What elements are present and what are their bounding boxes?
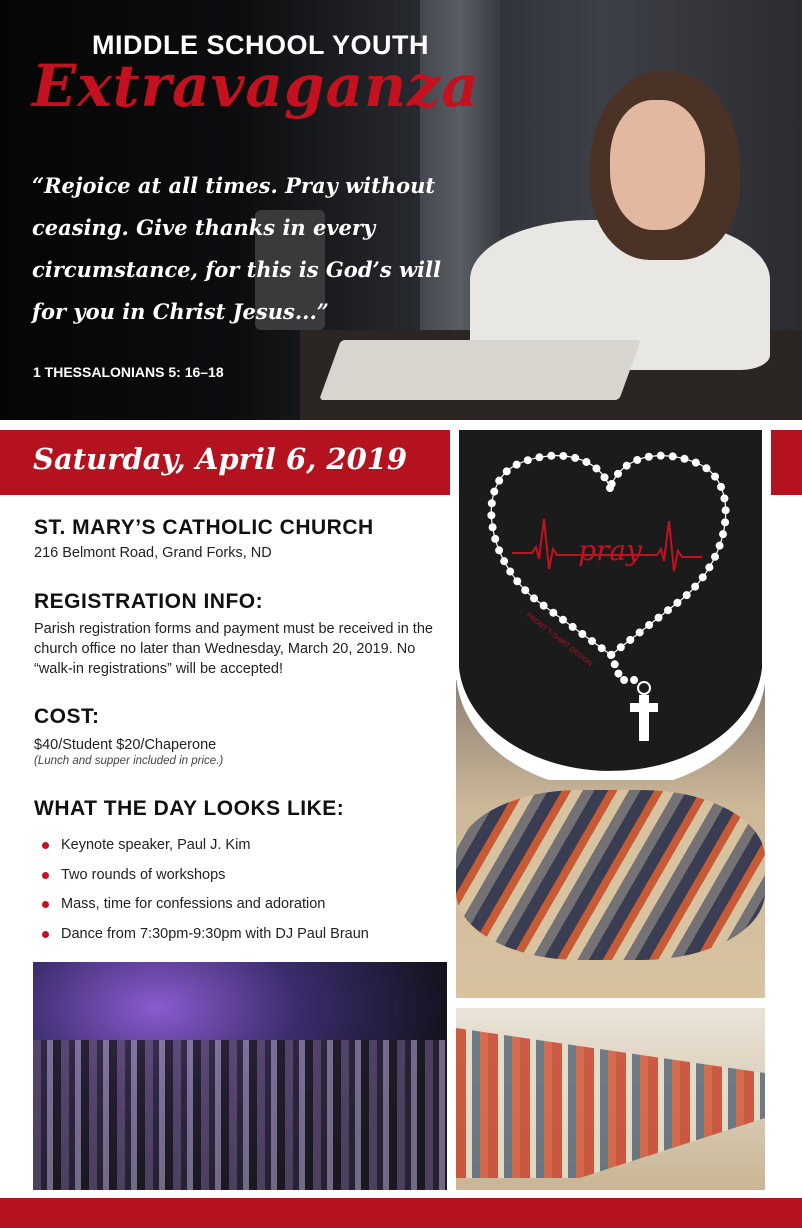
eyebrow-title: MIDDLE SCHOOL YOUTH (92, 30, 430, 60)
students-lying (456, 790, 765, 960)
church-section (34, 516, 374, 563)
schedule-section (34, 797, 369, 955)
cost-heading: COST: (34, 705, 100, 728)
list-item: Two rounds of workshops (34, 867, 369, 897)
main-title: Extravaganza (32, 52, 480, 120)
schedule-heading: WHAT THE DAY LOOKS LIKE: (34, 797, 345, 820)
pray-word: pray (578, 534, 642, 567)
registration-heading: REGISTRATION INFO: (34, 590, 264, 613)
scripture-quote (32, 165, 452, 333)
audience (456, 1028, 765, 1178)
cost-section (34, 705, 223, 767)
shirt-caption: FRONT T-SHIRT DESIGN (524, 612, 594, 668)
quote-line: ceasing. Give thanks in every (32, 215, 376, 240)
open-bible (319, 340, 641, 400)
registration-text: Parish registration forms and payment must be received in the church office no later than Wednesday, March 20, 2019. No “walk-in registrations” will be accepted! (34, 621, 433, 677)
girl-face (610, 100, 705, 230)
date-banner (0, 430, 450, 495)
dance-photo (33, 962, 447, 1190)
tshirt-design-shield (456, 430, 766, 780)
quote-line: circumstance, for this is God’s will (32, 257, 441, 282)
cost-note: (Lunch and supper included in price.) (34, 755, 224, 767)
church-address: 216 Belmont Road, Grand Forks, ND (34, 545, 272, 561)
verse-reference: 1 THESSALONIANS 5: 16–18 (33, 364, 224, 380)
list-item: Dance from 7:30pm-9:30pm with DJ Paul Braun (34, 926, 369, 956)
schedule-list (0, 837, 369, 955)
quote-line: “Rejoice at all times. Pray without (32, 173, 436, 198)
accent-block (771, 430, 802, 495)
footer-bar (0, 1198, 802, 1228)
dancing-crowd (33, 1040, 447, 1190)
church-name: ST. MARY’S CATHOLIC CHURCH (34, 516, 374, 539)
list-item: Mass, time for confessions and adoration (34, 896, 369, 926)
quote-line: for you in Christ Jesus...” (32, 299, 329, 324)
cost-price: $40/Student $20/Chaperone (34, 737, 217, 753)
registration-section (34, 590, 434, 679)
bleachers-photo (456, 1008, 765, 1190)
hero-photo (0, 0, 802, 420)
event-date: Saturday, April 6, 2019 (33, 442, 408, 476)
list-item: Keynote speaker, Paul J. Kim (34, 837, 369, 867)
